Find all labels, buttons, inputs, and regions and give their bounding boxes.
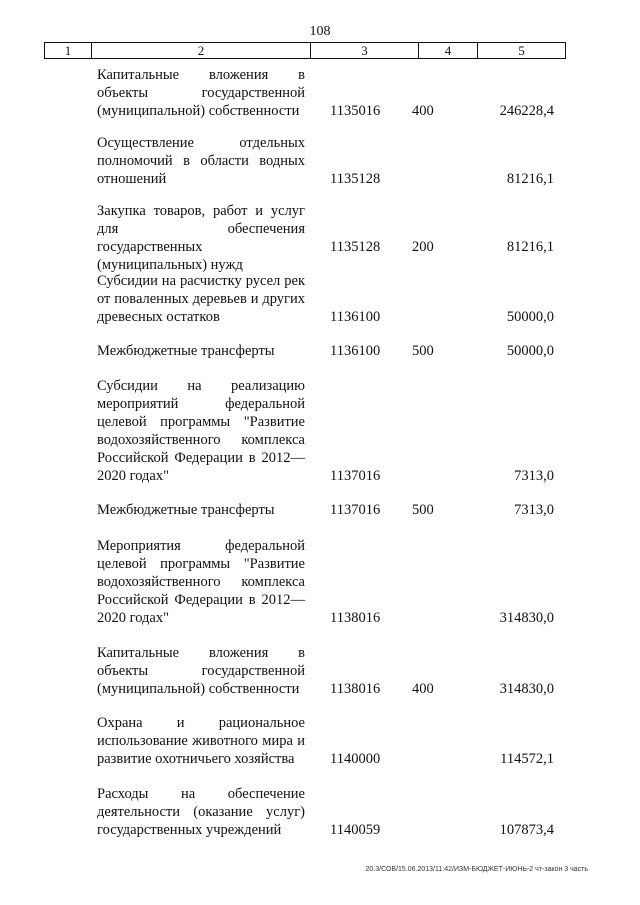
header-col-3: 3 bbox=[310, 43, 418, 58]
header-col-1: 1 bbox=[64, 43, 72, 58]
row-amount: 81216,1 bbox=[506, 239, 554, 255]
row-description: Капитальные вложения в объекты государственной (муниципальной) собственности bbox=[97, 67, 305, 119]
row-expense-type: 500 bbox=[412, 502, 434, 518]
row-amount: 81216,1 bbox=[506, 171, 554, 187]
table-header-row bbox=[44, 42, 566, 59]
row-code: 1136100 bbox=[330, 309, 381, 325]
row-code: 1135128 bbox=[330, 239, 381, 255]
row-code: 1140059 bbox=[330, 822, 381, 838]
row-amount: 50000,0 bbox=[506, 343, 554, 359]
header-col-5: 5 bbox=[477, 43, 565, 58]
row-description: Осуществление отдельных полномочий в области водных отношений bbox=[97, 135, 305, 187]
row-amount: 114572,1 bbox=[500, 751, 554, 767]
row-code: 1137016 bbox=[330, 468, 381, 484]
row-amount: 314830,0 bbox=[499, 681, 554, 697]
row-expense-type: 500 bbox=[412, 343, 434, 359]
row-amount: 7313,0 bbox=[514, 502, 554, 518]
header-col-2: 2 bbox=[91, 43, 310, 58]
row-code: 1140000 bbox=[330, 751, 381, 767]
row-amount: 314830,0 bbox=[499, 610, 554, 626]
row-description: Расходы на обеспечение деятельности (оказание услуг) государственных учреждений bbox=[97, 786, 305, 838]
row-description: Субсидии на расчистку русел рек от поваленных деревьев и других древесных остатков bbox=[97, 273, 305, 325]
row-amount: 7313,0 bbox=[514, 468, 554, 484]
row-description: Капитальные вложения в объекты государственной (муниципальной) собственности bbox=[97, 645, 305, 697]
row-description: Мероприятия федеральной целевой программы "Развитие водохозяйственного комплекса Российской Федерации в 2012—2020 годах" bbox=[97, 538, 305, 626]
header-col-4: 4 bbox=[418, 43, 477, 58]
row-code: 1138016 bbox=[330, 610, 381, 626]
row-amount: 107873,4 bbox=[499, 822, 554, 838]
row-expense-type: 200 bbox=[412, 239, 434, 255]
row-description: Охрана и рациональное использование животного мира и развитие охотничьего хозяйства bbox=[97, 715, 305, 767]
row-code: 1137016 bbox=[330, 502, 381, 518]
row-code: 1135128 bbox=[330, 171, 381, 187]
row-code: 1138016 bbox=[330, 681, 381, 697]
page-number: 108 bbox=[309, 24, 331, 39]
row-code: 1136100 bbox=[330, 343, 381, 359]
row-description: Межбюджетные трансферты bbox=[97, 343, 275, 359]
row-description: Закупка товаров, работ и услуг для обеспечения государственных (муниципальных) нужд bbox=[97, 203, 305, 273]
row-amount: 246228,4 bbox=[499, 103, 554, 119]
row-description: Межбюджетные трансферты bbox=[97, 502, 275, 518]
row-code: 1135016 bbox=[330, 103, 381, 119]
row-amount: 50000,0 bbox=[506, 309, 554, 325]
row-description: Субсидии на реализацию мероприятий федеральной целевой программы "Развитие водохозяйственного комплекса Российской Федерации в 2012—2020 годах" bbox=[97, 378, 305, 484]
document-footer: 20.3/СОВ/15.06.2013/11:42/ИЗМ-БЮДЖЕТ-ИЮНЬ-2 чт-закон 3 часть bbox=[365, 866, 588, 873]
row-expense-type: 400 bbox=[412, 103, 434, 119]
row-expense-type: 400 bbox=[412, 681, 434, 697]
